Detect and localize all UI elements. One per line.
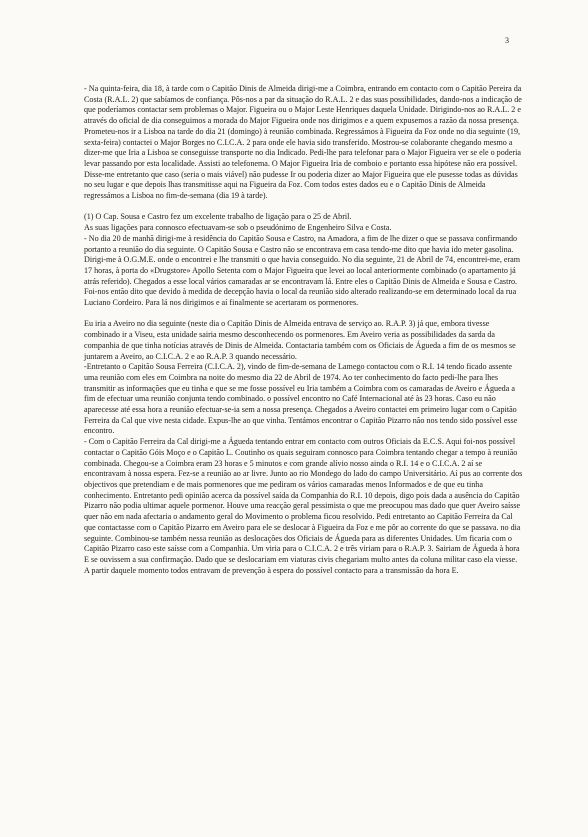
page-number: 3 bbox=[505, 36, 509, 45]
paragraph-thursday-coimbra: - Na quinta-feira, dia 18, à tarde com o Capitão Dinis de Almeida dirigi-me a Coimbra, entrando em contacto com o Capitão Pereira da Costa (R.A.L. 2) que sabíamos de confiança. Pôs-nos a par da situação do R.A.L. 2 e das suas possibilidades, dando-nos a indicação de que poderíamos contactar sem problemas o Major. Figueira ou o Major Leste Henriques daquela Unidade. Dirigindo-nos ao R.A.L. 2 e através do oficial de dia conseguimos a morada do Major Figueira onde nos dirigimos e a quem expusemos a razão da nossa presença. Prometeu-nos ir a Lisboa na tarde do dia 21 (domingo) à reunião combinada. Regressámos à Figueira da Foz onde no dia seguinte (19, sexta-feira) contactei o Major Borges no C.I.C.A. 2 para onde ele havia sido transferido. Mostrou-se colaborante chegando mesmo a dizer-me que Iria a Lisboa se conseguisse transporte no dia Indicado. Pedi-lhe para telefonar para o Major Figueira ver se ele o poderia levar passando por esta localidade. Assisti ao telefonema. O Major Figueira Iria de comboio e portanto essa hipótese não era possível. Disse-me entretanto que caso (seria o mais viável) não pudesse Ir ou poderia dizer ao Major Figueira que ele pusesse todas as dúvidas no seu lugar e que depois lhas transmitisse aqui na Figueira da Foz. Com todos estes dados eu e o Capitão Dinis de Almeida regressámos a Lisboa no fim-de-semana (dia 19 à tarde). bbox=[84, 84, 522, 201]
paragraph-footnote-and-april-20: (1) O Cap. Sousa e Castro fez um excelente trabalho de ligação para o 25 de Abril. As suas ligações para connosco efectuavam-se sob o pseudónimo de Engenheiro Silva e Costa. - No dia 20 de manhã dirigi-me à residência do Capitão Sousa e Castro, na Amadora, a fim de lhe dizer o que se passava confirmando portanto a reunião do dia seguinte. O Capitão Sousa e Castro não se encontrava em casa tendo-me dito que havia ido meter gasolina. Dirigi-me à O.G.M.E. onde o encontrei e lhe transmiti o que havia conseguido. No dia seguinte, 21 de Abril de 74, encontrei-me, eram 17 horas, à porta do «Drugstore» Apollo Setenta com o Major Figueira que levei ao local anteriormente combinado (o apartamento já atrás referido). Chegados a esse local vários camaradas ar se encontravam lá. Entre eles o Capitão Dinis de Almeida e Sousa e Castro. Foi-nos então dito que devido à medida de decepção havia o local da reunião sido alterado realizando-se em determinado local da rua Luciano Cordeiro. Para lá nos dirigimos e aí finalmente se acertaram os pormenores. bbox=[84, 212, 521, 308]
paragraph-aveiro-coimbra-meeting: Eu iria a Aveiro no dia seguinte (neste dia o Capitão Dinis de Almeida entrava de serviço ao. R.A.P. 3) já que, embora tivesse combinado ir a Viseu, esta unidade sairia mesmo desconhecendo os pormenores. Em Aveiro veria as possibilidades da sarda da companhia de que tinha notícias através de Dinis de Almeida. Contactaria também com os Oficiais de Águeda a fim de os mesmos se juntarem a Aveiro, ao C.I.C.A. 2 e ao R.A.P. 3 quando necessário. -Entretanto o Capitão Sousa Ferreira (C.I.C.A. 2), vindo de fim-de-semana de Lamego contactou com o R.I. 14 tendo ficado assente uma reunião com eles em Coimbra na noite do mesmo dia 22 de Abril de 1974. Ao ter conhecimento do facto pedi-lhe para lhes transmitir as informações que eu tinha e que se me fosse possível eu Iria também a Coimbra com os camaradas de Aveiro e Águeda a fim de efectuar uma reunião conjunta tendo combinado. o possível encontro no Café Internacional até às 23 horas. Caso eu não aparecesse até essa hora a reunião efectuar-se-ia sem a nossa presença. Chegados a Aveiro contactei em primeiro lugar com o Capitão Ferreira da Cal que vive nesta cidade. Expus-lhe ao que vinha. Tentámos encontrar o Capitão Pizarro não nos tendo sido possível esse encontro. - Com o Capitão Ferreira da Cal dirigi-me a Águeda tentando entrar em contacto com outros Oficiais da E.C.S. Aqui foi-nos possível contactar o Capitão Góis Moço e o Capitão L. Coutinho os quais seguiram connosco para Coimbra tentando chegar a tempo à reunião combinada. Chegou-se a Coimbra eram 23 horas e 5 minutos e com grande alívio nosso ainda o R.I. 14 e o C.I.C.A. 2 aí se encontravam à nossa espera. Fez-se a reunião ao ar livre. Junto ao rio Mondego do lado do campo Universitário. Aí pus ao corrente dos objectivos que pretendiam e de mais pormenores que me pediram os vários camaradas menos Informados e de que eu tinha conhecimento. Entretanto pedi opinião acerca da possível saída da Companhia do R.I. 10 depois, digo pois dada a ausência do Capitão Pizarro não podia ultimar aquele pormenor. Houve uma reacção geral pessimista o que me preocupou mas dado que quer Aveiro saísse quer não em nada afectaria o andamento geral do Movimento o problema ficou resolvido. Pedi entretanto ao Capitão Ferreira da Cal que contactasse com o Capitão Pizarro em Aveiro para ele se deslocar à Figueira da Foz e me pôr ao corrente do que se passava. no dia seguinte. Combinou-se também nessa reunião as deslocações dos Oficiais de Águeda para as diferentes Unidades. Um ficaria com o Capitão Pizarro caso este saísse com a Companhia. Um viria para o C.I.C.A. 2 e três viriam para o R.A.P. 3. Sairiam de Águeda à hora E se ouvissem a sua confirmação. Dado que se deslocariam em viaturas civis chegariam multo antes da coluna militar caso ela viesse. A partir daquele momento todos entravam de prevenção à espera do possível contacto para a transmissão da hora E. bbox=[84, 319, 523, 575]
document-body bbox=[84, 84, 524, 576]
